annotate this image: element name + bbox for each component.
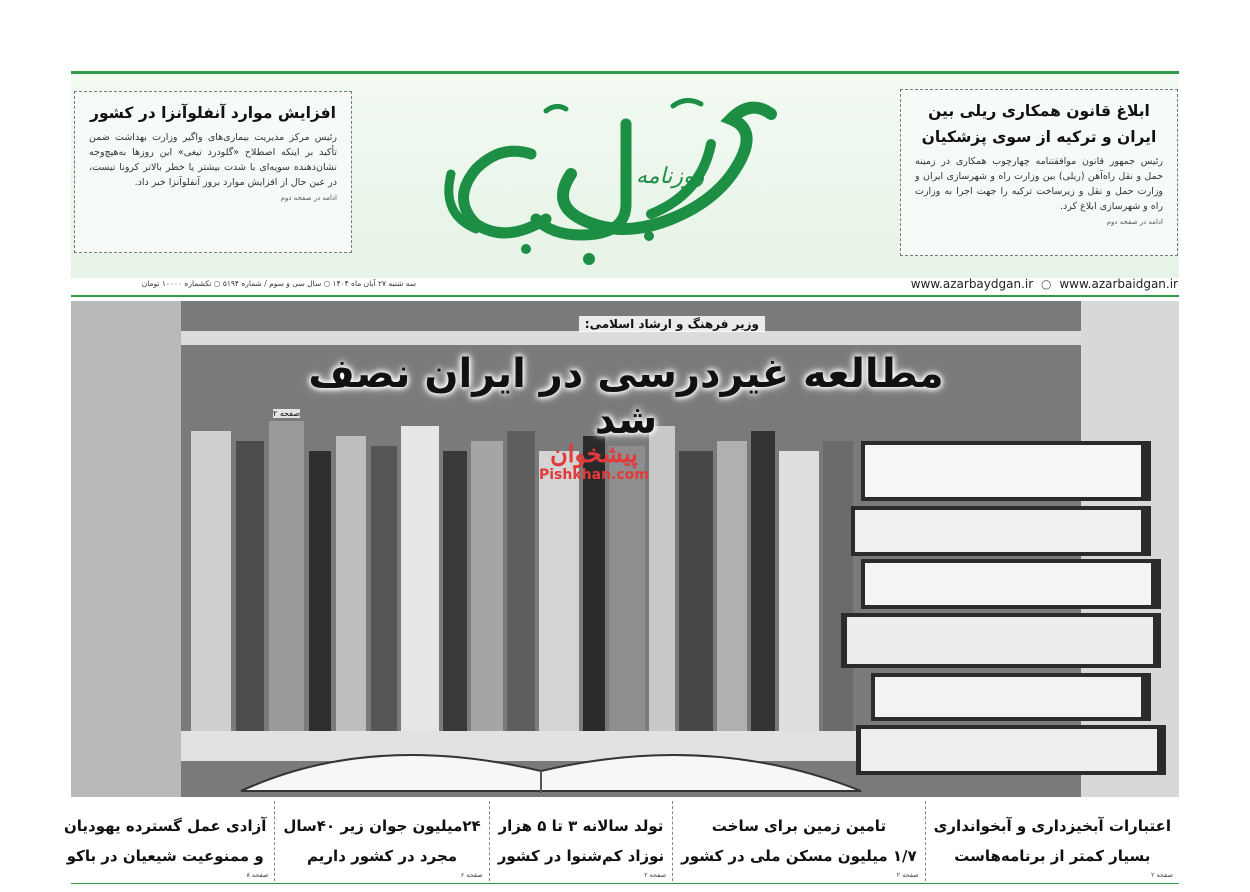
- logo-paper-word: روزنامه: [636, 164, 705, 189]
- headline-page: صفحه ۸: [246, 871, 269, 879]
- lead-page-ref: صفحه ۲: [273, 409, 301, 418]
- headline-line-1: تولد سالانه ۳ تا ۵ هزار: [498, 817, 664, 835]
- headline-page: صفحه ۶: [460, 871, 483, 879]
- headline-line-1: ۲۴میلیون جوان زیر ۴۰سال: [283, 817, 481, 835]
- left-box-body: رئیس مرکز مدیریت بیماری‌های واگیر وزارت بهداشت ضمن تأکید بر اینکه اصطلاح «گلودرد تیغی» این روزها به‌هیچ‌وجه نشان‌دهنده سویه‌ای با شدت بیشتر یا خطر بالاتر کرونا نیست، در عین حال از افزایش موارد بروز آنفلوآنزا خبر داد.: [89, 132, 337, 188]
- masthead-news-box-right[interactable]: [900, 89, 1178, 256]
- headline-line-2: مجرد در کشور داریم: [307, 847, 458, 865]
- bottom-headline-3[interactable]: [489, 801, 672, 881]
- watermark-latin: Pishkhan.com: [539, 467, 649, 483]
- website-link-1[interactable]: www.azarbaydgan.ir: [910, 277, 1034, 291]
- headline-line-1: اعتبارات آبخیزداری و آبخوانداری: [933, 817, 1171, 835]
- headline-line-2: ۱/۷ میلیون مسکن ملی در کشور: [681, 847, 917, 865]
- headline-line-1: آزادی عمل گسترده یهودیان: [63, 817, 267, 835]
- bottom-headlines: [63, 801, 1179, 881]
- website-links: [906, 277, 1178, 291]
- headline-page: صفحه ۲: [1150, 871, 1173, 879]
- newspaper-logo: [411, 84, 811, 274]
- separator-dot: ○: [1041, 277, 1052, 291]
- right-box-continued: ادامه در صفحه دوم: [1106, 218, 1163, 226]
- left-box-continued: ادامه در صفحه دوم: [280, 194, 337, 202]
- left-box-title: افزایش موارد آنفلوآنزا در کشور: [90, 104, 336, 122]
- bottom-headline-4[interactable]: [274, 801, 488, 881]
- pishkhan-watermark: [539, 441, 649, 483]
- bottom-headline-5[interactable]: [56, 801, 274, 881]
- headline-line-2: و ممنوعیت شیعیان در باکو: [66, 847, 264, 865]
- masthead: [71, 71, 1179, 291]
- website-link-2[interactable]: www.azarbaidgan.ir: [1059, 277, 1178, 291]
- headline-line-1: تامین زمین برای ساخت: [711, 817, 887, 835]
- bottom-headline-2[interactable]: [672, 801, 925, 881]
- masthead-news-box-left[interactable]: [74, 91, 352, 253]
- lead-headline: مطالعه غیردرسی در ایران نصف شد: [308, 351, 944, 443]
- right-box-title: ابلاغ قانون همکاری ریلی بین ایران و ترکیه از سوی پزشکیان: [921, 102, 1157, 146]
- headline-page: صفحه ۲: [644, 871, 667, 879]
- watermark-persian: پیشخوان: [550, 439, 638, 468]
- newspaper-front-page: [63, 71, 1179, 883]
- bottom-rule: [71, 883, 1179, 884]
- lead-kicker: وزیر فرهنگ و ارشاد اسلامی:: [579, 316, 765, 332]
- right-box-body: رئیس جمهور قانون موافقتنامه چهارچوب همکاری در زمینه حمل و نقل راه‌آهن (ریلی) بین وزارت راه و شهرسازی ایران و وزارت حمل و نقل و زیرساخت ترکیه را جهت اجرا به وزارت راه و شهرسازی ابلاغ کرد.: [915, 156, 1163, 212]
- headline-line-2: نوزاد کم‌شنوا در کشور: [497, 847, 665, 865]
- masthead-rule: [71, 295, 1179, 297]
- headline-line-2: بسیار کمتر از برنامه‌هاست: [954, 847, 1151, 865]
- lead-story[interactable]: [71, 301, 1179, 797]
- headline-page: صفحه ۲: [896, 871, 919, 879]
- issue-dateline: سه شنبه ۲۷ آبان ماه ۱۴۰۴ ○ سال سی و سوم / شماره ۵۱۹۴ ○ تکشماره ۱۰۰۰۰ تومان: [141, 279, 416, 288]
- bottom-headline-1[interactable]: [925, 801, 1179, 881]
